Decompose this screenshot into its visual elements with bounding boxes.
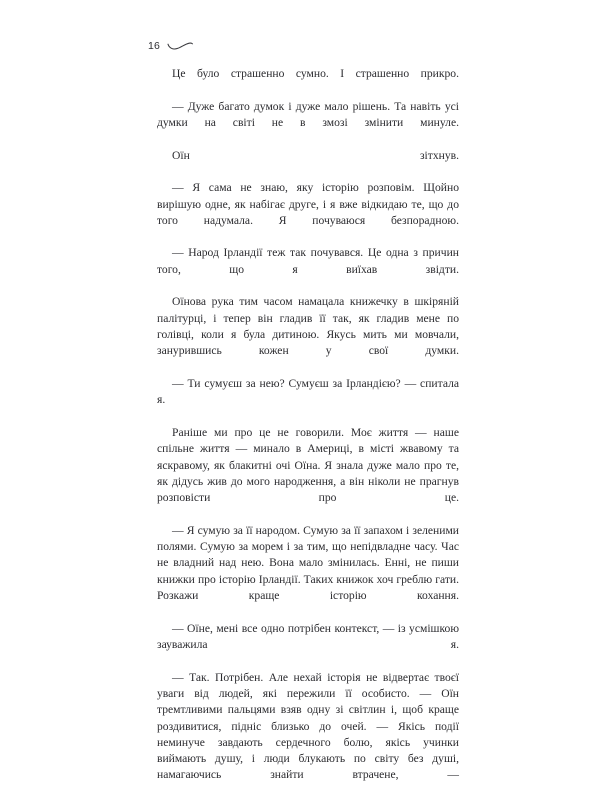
paragraph: — Ти сумуєш за нею? Сумуєш за Ірландією? — спитала я.: [157, 376, 459, 407]
paragraph: Оїнова рука тим часом намацала книжечку в шкіряній палітурці, і тепер він гладив її так, як гладив мене по голівці, коли я була дитиною. Якусь мить ми мовчали, занурившись кожен у свої думки.: [157, 295, 459, 358]
paragraph: — Оїне, мені все одно потрібен контекст, — із усмішкою зауважила я.: [157, 621, 459, 651]
body-text-block: [157, 66, 459, 800]
paragraph: — Так. Потрібен. Але нехай історія не відвертає твоєї уваги від людей, які пережили її особисто. — Оїн тремтливими пальцями взяв одну зі світлин і, щоб краще роздивитися, підніс близько до очей. — Якісь події неминуче завдають сердечного болю, якісь учинки виймають душу, і люди блукають по світу без душі, намагаючись знайти втрачене, —: [157, 670, 459, 782]
swash-flourish-icon: [167, 41, 193, 51]
paragraph: Раніше ми про це не говорили. Моє життя — наше спільне життя — минало в Америці, в місті жвавому та яскравому, як блакитні очі Оїна. Я знала дуже мало про те, як дідусь жив до мого народження, а він ніколи не прагнув розповісти про це.: [157, 425, 459, 505]
paragraph: — Я сумую за її народом. Сумую за її запахом і зеленими полями. Сумую за морем і за тим, що непідвладне часу. Час не владний над нею. Вона мало змінилась. Енні, не пиши книжки про історію Ірландії. Таких книжок хоч греблю гати. Розкажи краще історію кохання.: [157, 523, 459, 602]
page-number: 16: [148, 39, 161, 52]
paragraph: — Я сама не знаю, яку історію розповім. Щойно вирішую одне, як набігає друге, і я вже відкидаю те, що до того надумала. Я почуваюся безпорадною.: [157, 181, 459, 227]
paragraph: — Дуже багато думок і дуже мало рішень. Та навіть усі думки на світі не в змозі змінити минуле.: [157, 99, 459, 129]
paragraph: Оїн зітхнув.: [172, 148, 459, 162]
paragraph: Це було страшенно сумно. І страшенно прикро.: [172, 67, 459, 80]
paragraph: — Народ Ірландії теж так почувався. Це одна з причин того, що я виїхав звідти.: [157, 246, 459, 276]
running-head: [148, 38, 193, 54]
